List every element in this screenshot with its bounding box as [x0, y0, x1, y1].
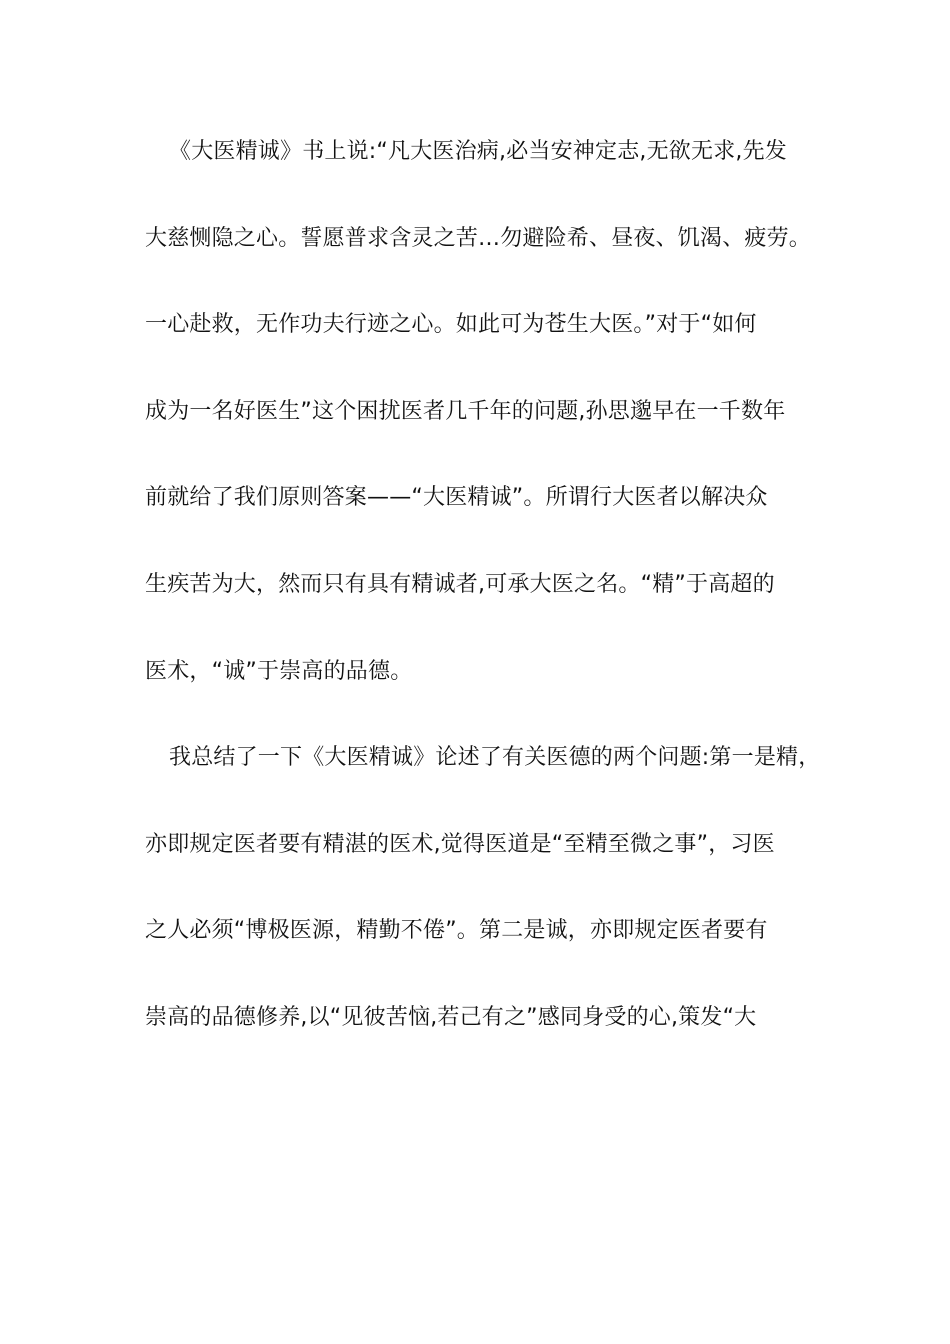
paragraph-2-line-3: 之人必须“博极医源，精勤不倦”。第二是诚，亦即规定医者要有: [145, 918, 768, 944]
paragraph-1-line-1: 《大医精诚》书上说:“凡大医治病,必当安神定志,无欲无求,先发: [169, 139, 787, 164]
paragraph-2-line-4: 崇高的品德修养,以“见彼苦恼,若己有之”感同身受的心,策发“大: [145, 1004, 757, 1030]
paragraph-1-line-6: 生疾苦为大，然而只有具有精诚者,可承大医之名。“精”于高超的: [145, 571, 775, 597]
paragraph-1-line-5: 前就给了我们原则答案——“大医精诚”。所谓行大医者以解决众: [145, 485, 768, 511]
paragraph-1-line-2: 大慈恻隐之心。誓愿普求含灵之苦…勿避险希、昼夜、饥渴、疲劳。: [145, 225, 812, 251]
paragraph-1-line-4: 成为一名好医生”这个困扰医者几千年的问题,孙思邈早在一千数年: [145, 398, 786, 424]
paragraph-1-line-3: 一心赴救，无作功夫行迹之心。如此可为苍生大医。”对于“如何: [145, 312, 757, 338]
paragraph-1-line-7: 医术，“诚”于崇高的品德。: [145, 658, 413, 684]
paragraph-2-line-2: 亦即规定医者要有精湛的医术,觉得医道是“至精至微之事”，习医: [145, 831, 775, 857]
body-text: [145, 132, 825, 1085]
paragraph-2-line-1: 我总结了一下《大医精诚》论述了有关医德的两个问题:第一是精，: [169, 745, 821, 771]
